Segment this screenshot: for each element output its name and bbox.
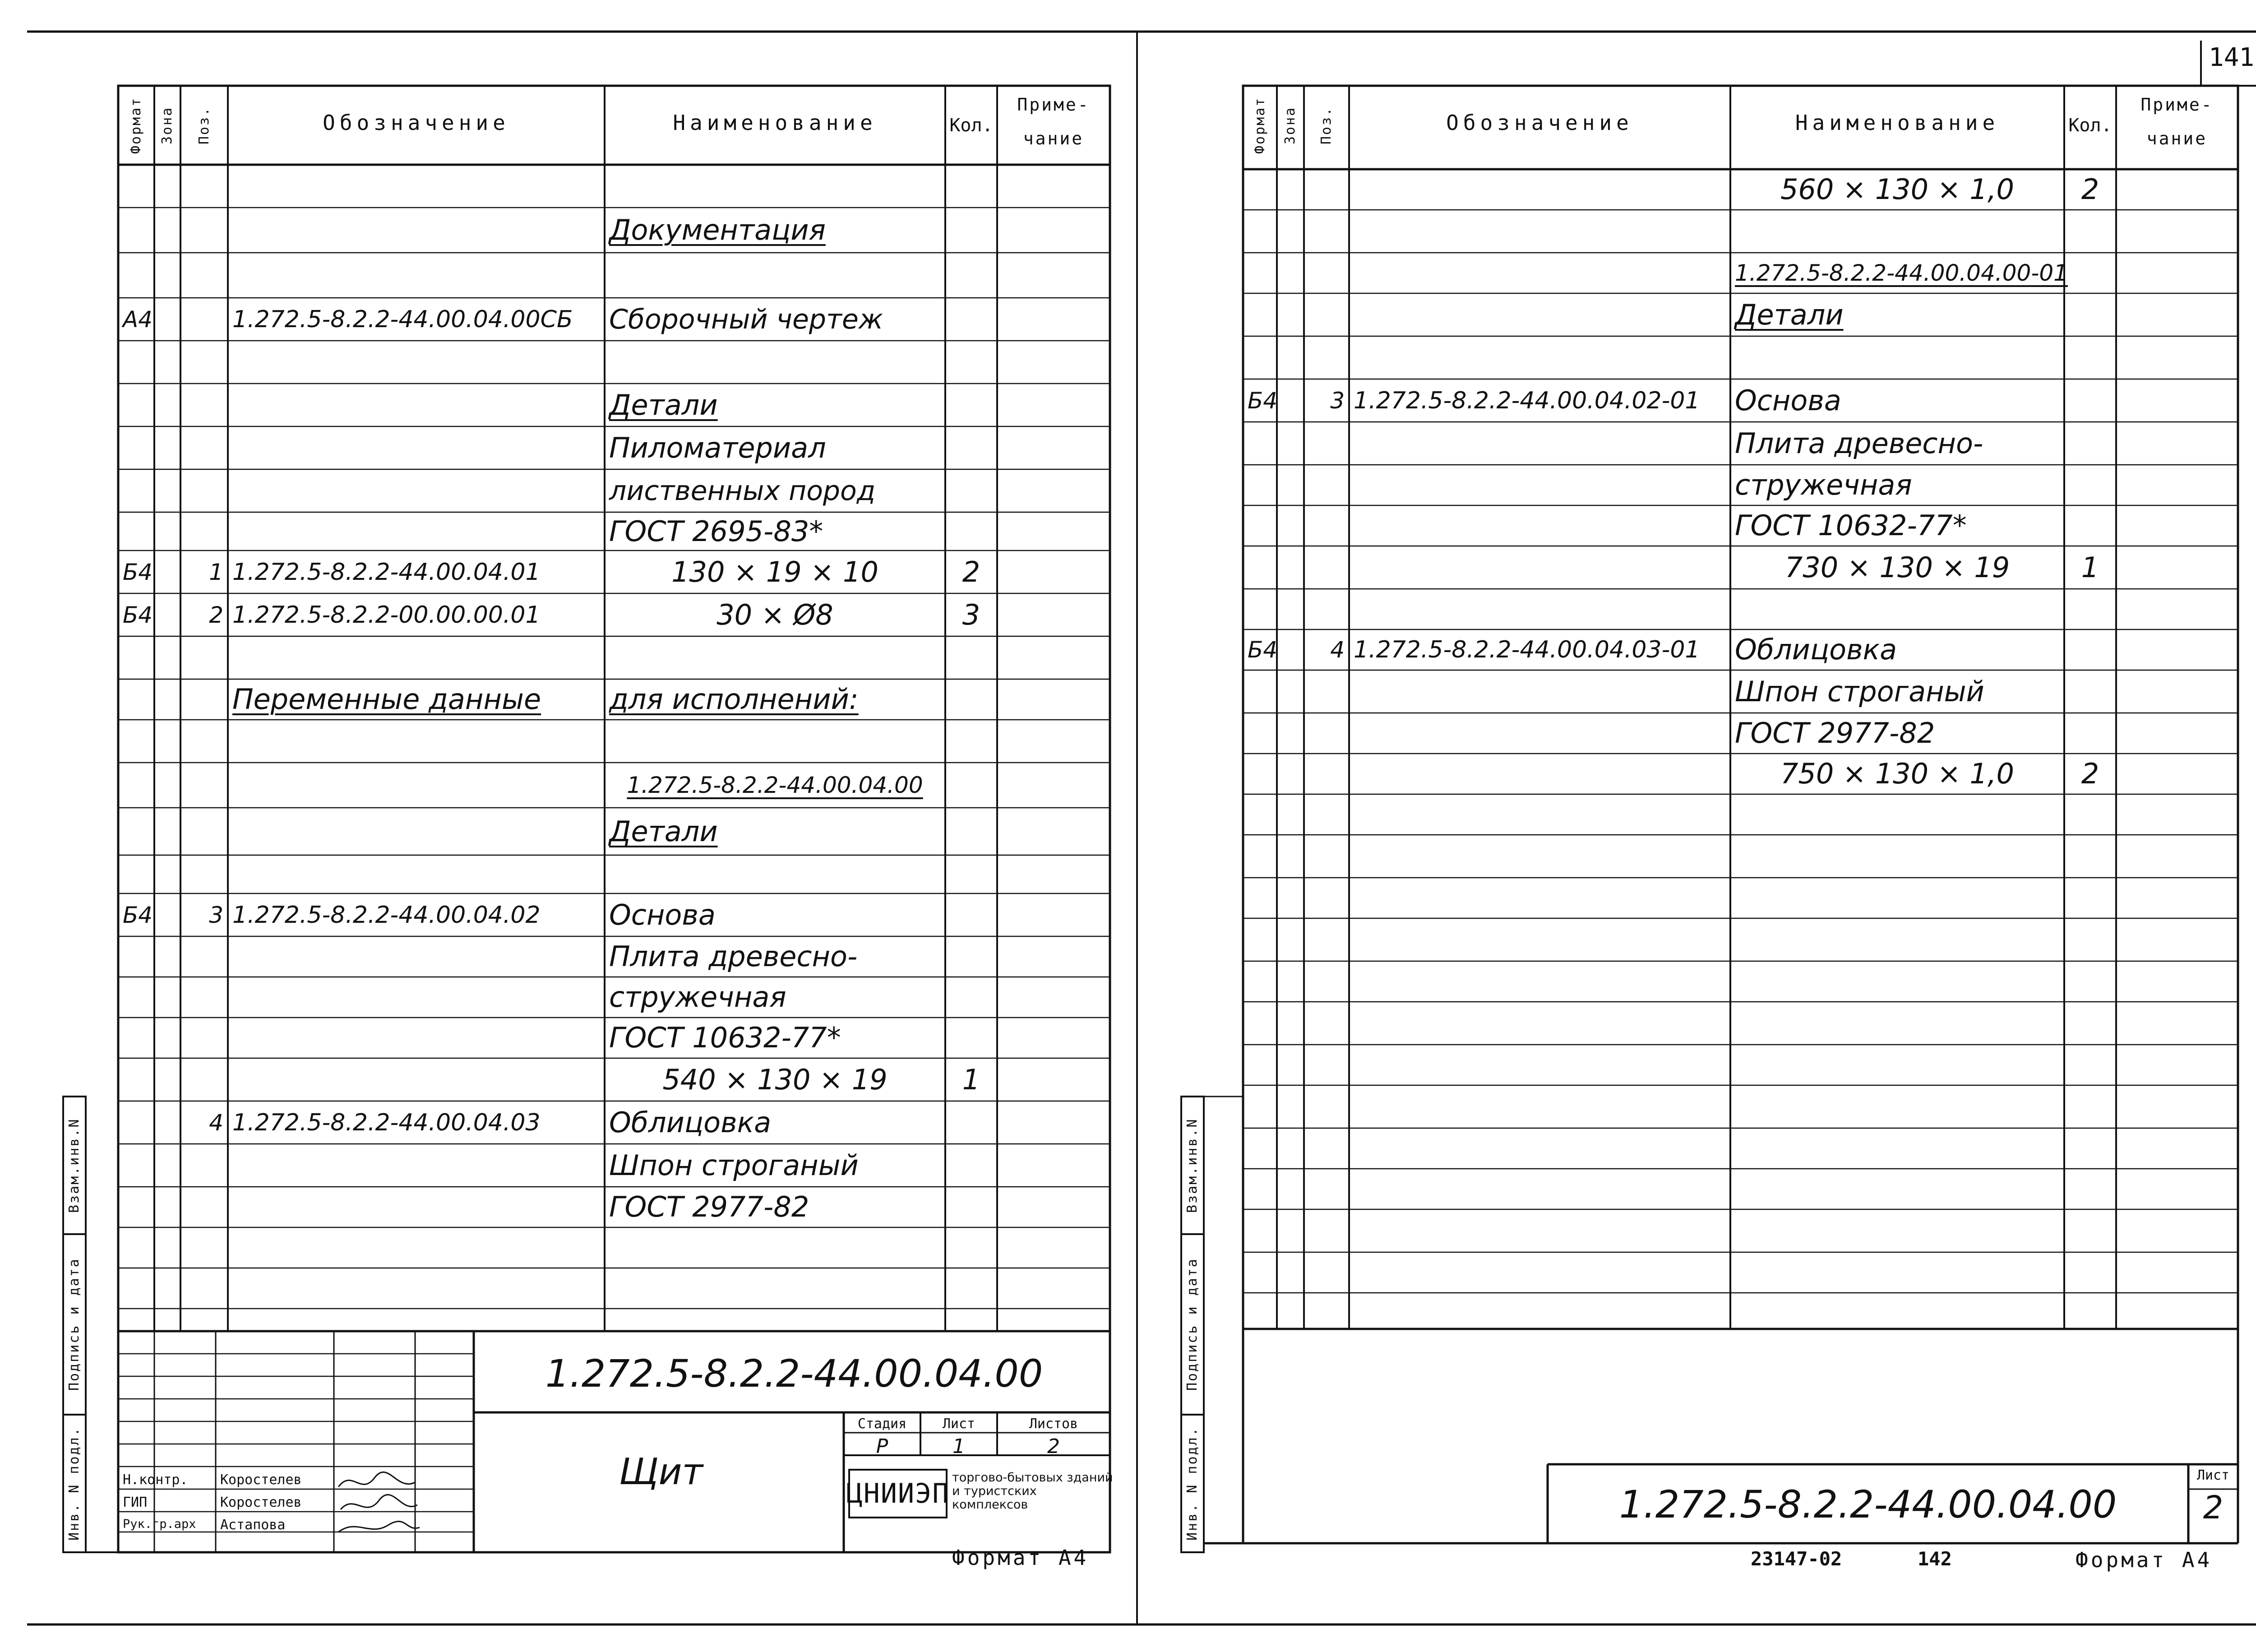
s2-name-11: 750 × 130 × 1,0 (1780, 757, 2014, 790)
s1-pos-6: 1 (209, 559, 223, 585)
s1-name-18: ГОСТ 2977-82 (609, 1190, 809, 1223)
s2-name-7: 730 × 130 × 19 (1784, 551, 2010, 584)
s1-name-14: ГОСТ 10632-77* (609, 1021, 841, 1054)
sheet-label: Лист (942, 1416, 975, 1432)
header-note-2: чание (1023, 129, 1084, 148)
signer-role-2: ГИП (123, 1495, 148, 1510)
header-pos-2: Поз. (1318, 106, 1334, 144)
s2-name-2: Детали (1735, 298, 1844, 331)
s2-name-5: стружечная (1735, 468, 1912, 501)
archive-stamp: 23147-02 (1751, 1548, 1842, 1570)
s1-pos-16: 4 (209, 1109, 223, 1136)
sheet-value-2: 2 (2203, 1489, 2224, 1526)
header-designation-2: Обозначение (1446, 111, 1633, 135)
s2-designation-3: 1.272.5-8.2.2-44.00.04.02-01 (1354, 387, 1700, 414)
s1-designation-8: Переменные данные (232, 683, 541, 716)
s2-designation-8: 1.272.5-8.2.2-44.00.04.03-01 (1354, 636, 1700, 663)
doc-number-2: 1.272.5-8.2.2-44.00.04.00 (1619, 1482, 2117, 1527)
format-label-2: Формат А4 (2076, 1548, 2213, 1572)
s2-name-10: ГОСТ 2977-82 (1735, 717, 1935, 750)
s1-designation-6: 1.272.5-8.2.2-44.00.04.01 (232, 558, 541, 586)
side-label-sign-date: Подпись и дата (66, 1258, 82, 1391)
s1-designation-16: 1.272.5-8.2.2-44.00.04.03 (232, 1109, 541, 1136)
s2-name-6: ГОСТ 10632-77* (1735, 509, 1967, 542)
page-number: 141 (2209, 43, 2255, 72)
s1-format-11: Б4 (123, 902, 153, 928)
s1-name-15: 540 × 130 × 19 (662, 1063, 888, 1096)
header-name: Наименование (673, 111, 877, 135)
s1-name-12: Плита древесно- (609, 940, 858, 973)
org-text: торгово-бытовых зданий и туристских комплексов (952, 1471, 1113, 1512)
s1-name-1: Сборочный чертеж (609, 303, 883, 335)
side-label-replace-2: Взам.инв.N (1184, 1118, 1200, 1213)
s1-name-16: Облицовка (609, 1106, 772, 1139)
s2-format-8: Б4 (1248, 637, 1278, 663)
header-qty-2: Кол. (2068, 115, 2112, 136)
s2-pos-8: 4 (1330, 637, 1345, 663)
s2-name-0: 560 × 130 × 1,0 (1780, 173, 2014, 206)
s1-name-2: Детали (609, 388, 718, 421)
stage-label: Стадия (857, 1416, 907, 1432)
s1-name-5: ГОСТ 2695-83* (609, 514, 823, 548)
s1-pos-7: 2 (209, 602, 223, 628)
sheets-value: 2 (1047, 1435, 1060, 1458)
s1-name-4: лиственных пород (609, 475, 876, 507)
side-label-inv-2: Инв. N подл. (1184, 1426, 1200, 1541)
s2-qty-11: 2 (2081, 757, 2099, 790)
s2-qty-0: 2 (2081, 173, 2099, 206)
s1-name-6: 130 × 19 × 10 (671, 555, 878, 588)
signer-name-3: Астапова (220, 1517, 286, 1533)
header-format-2: Формат (1252, 97, 1268, 154)
s1-qty-7: 3 (962, 598, 980, 631)
signer-name-2: Коростелев (220, 1495, 302, 1510)
s2-pos-3: 3 (1330, 387, 1345, 414)
s1-name-9: 1.272.5-8.2.2-44.00.04.00 (627, 772, 923, 798)
s1-designation-7: 1.272.5-8.2.2-00.00.00.01 (232, 601, 541, 629)
s1-format-7: Б4 (123, 602, 153, 628)
s2-name-3: Основа (1735, 384, 1841, 417)
header-name-2: Наименование (1795, 111, 2000, 135)
header-zone: Зона (159, 106, 175, 144)
s1-name-11: Основа (609, 898, 716, 931)
s2-name-8: Облицовка (1735, 633, 1897, 666)
s1-qty-6: 2 (962, 555, 980, 588)
side-label-replace: Взам.инв.N (66, 1118, 82, 1213)
s1-name-8: для исполнений: (609, 683, 859, 716)
s1-designation-11: 1.272.5-8.2.2-44.00.04.02 (232, 901, 541, 929)
header-pos: Поз. (196, 106, 212, 144)
header-note-2-2: чание (2146, 129, 2208, 148)
header-note-2-1: Приме- (2140, 95, 2214, 115)
s1-format-1: А4 (123, 306, 153, 333)
side-label-inv: Инв. N подл. (66, 1426, 82, 1541)
s2-name-4: Плита древесно- (1735, 426, 1983, 460)
header-qty: Кол. (949, 115, 993, 136)
signer-name-1: Коростелев (220, 1472, 302, 1488)
side-label-sign-date-2: Подпись и дата (1184, 1258, 1200, 1391)
header-zone-2: Зона (1282, 106, 1298, 144)
header-designation: Обозначение (323, 111, 510, 135)
s2-format-3: Б4 (1248, 387, 1278, 414)
sheet-value: 1 (952, 1435, 965, 1458)
s2-name-9: Шпон строганый (1735, 675, 1984, 708)
header-format: Формат (128, 97, 144, 154)
sheet-label-2: Лист (2196, 1467, 2230, 1483)
signer-role-1: Н.контр. (123, 1472, 188, 1488)
s1-name-17: Шпон строганый (609, 1148, 859, 1182)
s1-name-10: Детали (609, 814, 718, 848)
page-ref: 142 (1918, 1548, 1952, 1570)
s2-name-1: 1.272.5-8.2.2-44.00.04.00-01 (1735, 260, 2068, 286)
s1-name-0: Документация (609, 213, 826, 246)
stage-value: Р (876, 1435, 888, 1458)
s2-qty-7: 1 (2081, 551, 2099, 584)
signer-role-3: Рук.гр.арх (123, 1517, 196, 1531)
s1-name-13: стружечная (609, 981, 786, 1013)
format-label-1: Формат А4 (952, 1546, 1089, 1570)
doc-title: Щит (619, 1451, 703, 1493)
s1-name-3: Пиломатериал (609, 431, 826, 464)
s1-qty-15: 1 (962, 1063, 980, 1096)
s1-designation-1: 1.272.5-8.2.2-44.00.04.00СБ (232, 305, 573, 333)
sheets-label: Листов (1029, 1416, 1078, 1432)
header-note-1: Приме- (1017, 95, 1090, 115)
s1-name-7: 30 × Ø8 (717, 598, 833, 631)
s1-format-6: Б4 (123, 559, 153, 585)
doc-number: 1.272.5-8.2.2-44.00.04.00 (545, 1351, 1043, 1396)
org-logo: ЦНИИЭП (846, 1478, 950, 1509)
s1-pos-11: 3 (209, 902, 223, 928)
